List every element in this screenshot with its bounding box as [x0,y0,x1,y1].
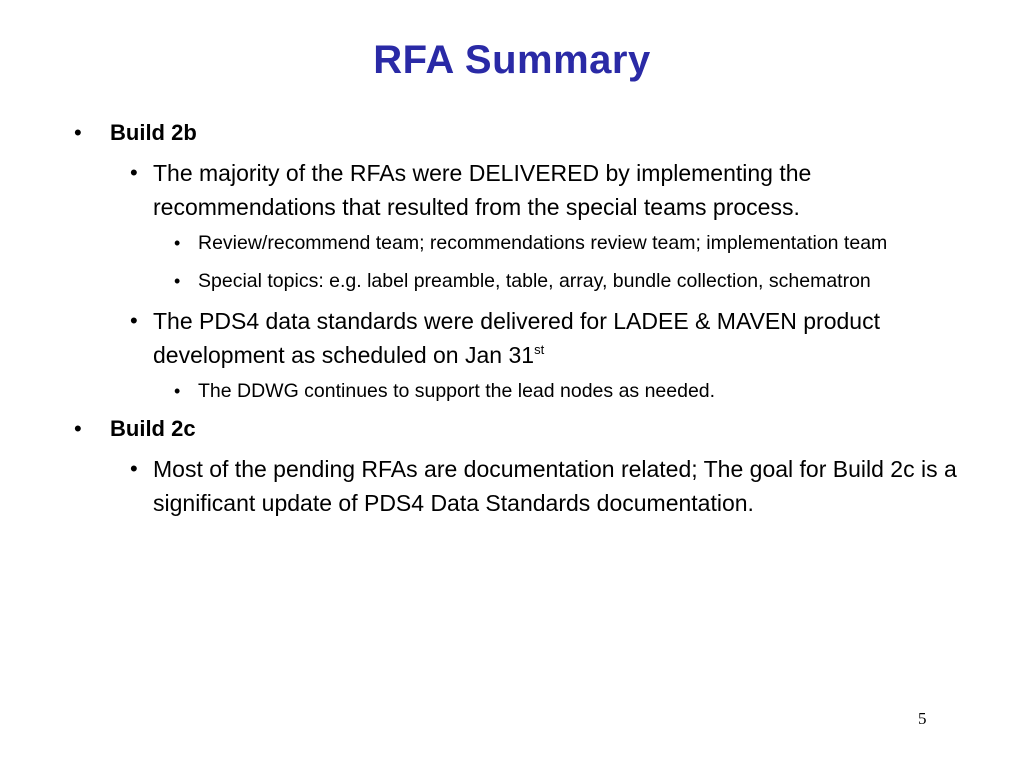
sub-list-item [0,266,1024,296]
bullet-icon: • [130,160,138,185]
ordinal-superscript: st [534,342,545,357]
list-item-text [153,304,963,372]
sub-list-item-text: Review/recommend team; recommendations review team; implementation team [198,232,888,254]
bullet-icon: • [174,233,181,253]
slide-title: RFA Summary [373,38,651,82]
list-item [0,304,1024,372]
sub-list-item [0,376,1024,406]
slide-body [0,118,1024,520]
list-item-text: The majority of the RFAs were DELIVERED by implementing the recommendations that resulted from the special teams process. [153,160,812,220]
sub-list-item [0,228,1024,258]
list-item-text-main: The PDS4 data standards were delivered for LADEE & MAVEN product development as scheduled on Jan 31 [153,308,880,368]
section-heading-text: Build 2b [110,120,197,145]
page-number: 5 [918,709,927,728]
sub-list-item-text: The DDWG continues to support the lead nodes as needed. [198,380,716,402]
bullet-icon: • [174,381,181,401]
bullet-icon: • [130,308,138,333]
section-heading-build-2c [0,414,1024,444]
section-heading-text: Build 2c [110,416,196,441]
bullet-icon: • [74,120,82,145]
list-item [0,452,1024,520]
bullet-icon: • [174,271,181,291]
sub-list-item-text: Special topics: e.g. label preamble, table, array, bundle collection, schematron [198,270,871,292]
bullet-icon: • [74,416,82,441]
bullet-icon: • [130,456,138,481]
section-heading-build-2b [0,118,1024,148]
list-item-text: Most of the pending RFAs are documentation related; The goal for Build 2c is a significant update of PDS4 Data Standards documentation. [153,456,957,516]
list-item [0,156,1024,224]
